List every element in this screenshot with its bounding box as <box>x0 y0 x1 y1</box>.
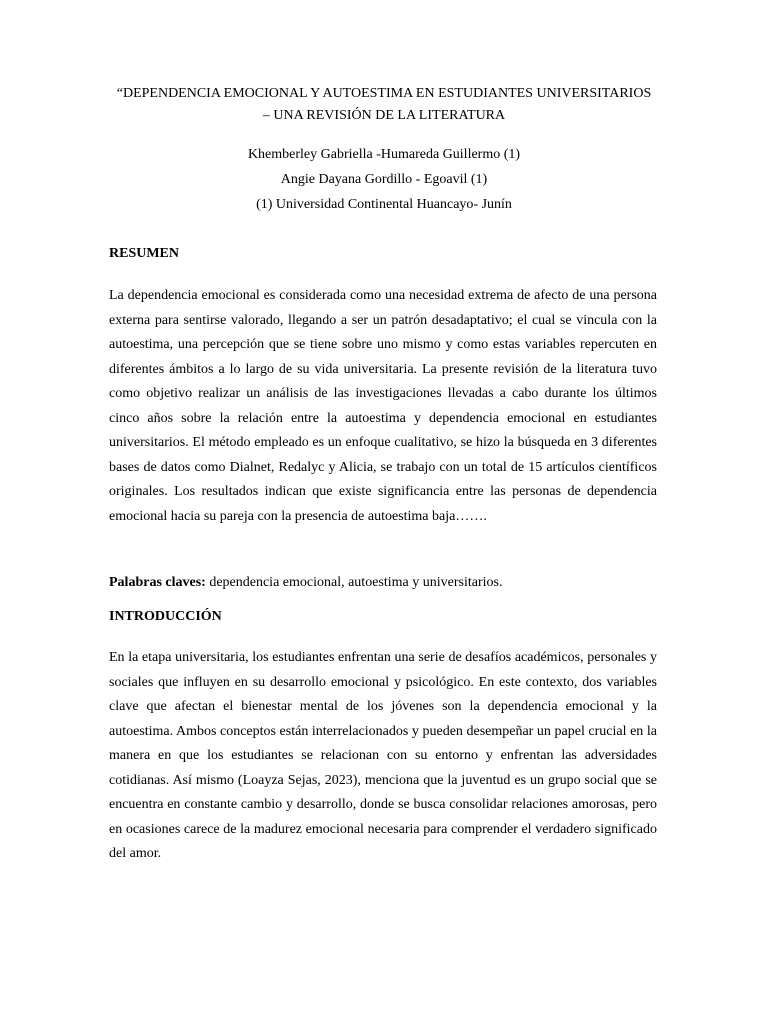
introduction-text: En la etapa universitaria, los estudiantes enfrentan una serie de desafíos académicos, personales y sociales que influyen en su desarrollo emocional y psicológico. En este contexto, dos variables clave que afectan el bienestar mental de los jóvenes son la dependencia emocional y la autoestima. Ambos conceptos están interrelacionados y pueden desempeñar un papel crucial en la manera en que los estudiantes se relacionan con su entorno y enfrentan las adversidades cotidianas. Así mismo (Loayza Sejas, 2023), menciona que la juventud es un grupo social que se encuentra en constante cambio y desarrollo, donde se busca consolidar relaciones amorosas, pero en ocasiones carece de la madurez emocional necesaria para comprender el verdadero significado del amor. <box>109 650 657 861</box>
paper-title <box>100 83 668 127</box>
keywords-line <box>109 573 657 593</box>
introduction-heading: INTRODUCCIÓN <box>109 609 222 624</box>
author-1: Khemberley Gabriella -Humareda Guillermo (1) <box>247 147 521 162</box>
title-line-1: “DEPENDENCIA EMOCIONAL Y AUTOESTIMA EN ESTUDIANTES UNIVERSITARIOS <box>116 86 652 101</box>
author-2: Angie Dayana Gordillo - Egoavil (1) <box>280 172 488 187</box>
keywords-text: dependencia emocional, autoestima y universitarios. <box>205 575 503 590</box>
affiliation: (1) Universidad Continental Huancayo- Junín <box>256 197 512 212</box>
abstract-text: La dependencia emocional es considerada como una necesidad extrema de afecto de una persona externa para sentirse valorado, llegando a ser un patrón desadaptativo; el cual se vincula con la autoestima, una percepción que se tiene sobre uno mismo y como estas variables repercuten en diferentes ámbitos a lo largo de su vida universitaria. La presente revisión de la literatura tuvo como objetivo realizar un análisis de las investigaciones llevadas a cabo durante los últimos cinco años sobre la relación entre la autoestima y dependencia emocional en estudiantes universitarios. El método empleado es un enfoque cualitativo, se hizo la búsqueda en 3 diferentes bases de datos como Dialnet, Redalyc y Alicia, se trabajo con un total de 15 artículos científicos originales. Los resultados indican que existe significancia entre las personas de dependencia emocional hacia su pareja con la presencia de autoestima baja……. <box>109 288 657 524</box>
keywords-label: Palabras claves: <box>109 575 206 590</box>
abstract-heading: RESUMEN <box>109 246 180 261</box>
title-line-2: – UNA REVISIÓN DE LA LITERATURA <box>262 108 506 123</box>
